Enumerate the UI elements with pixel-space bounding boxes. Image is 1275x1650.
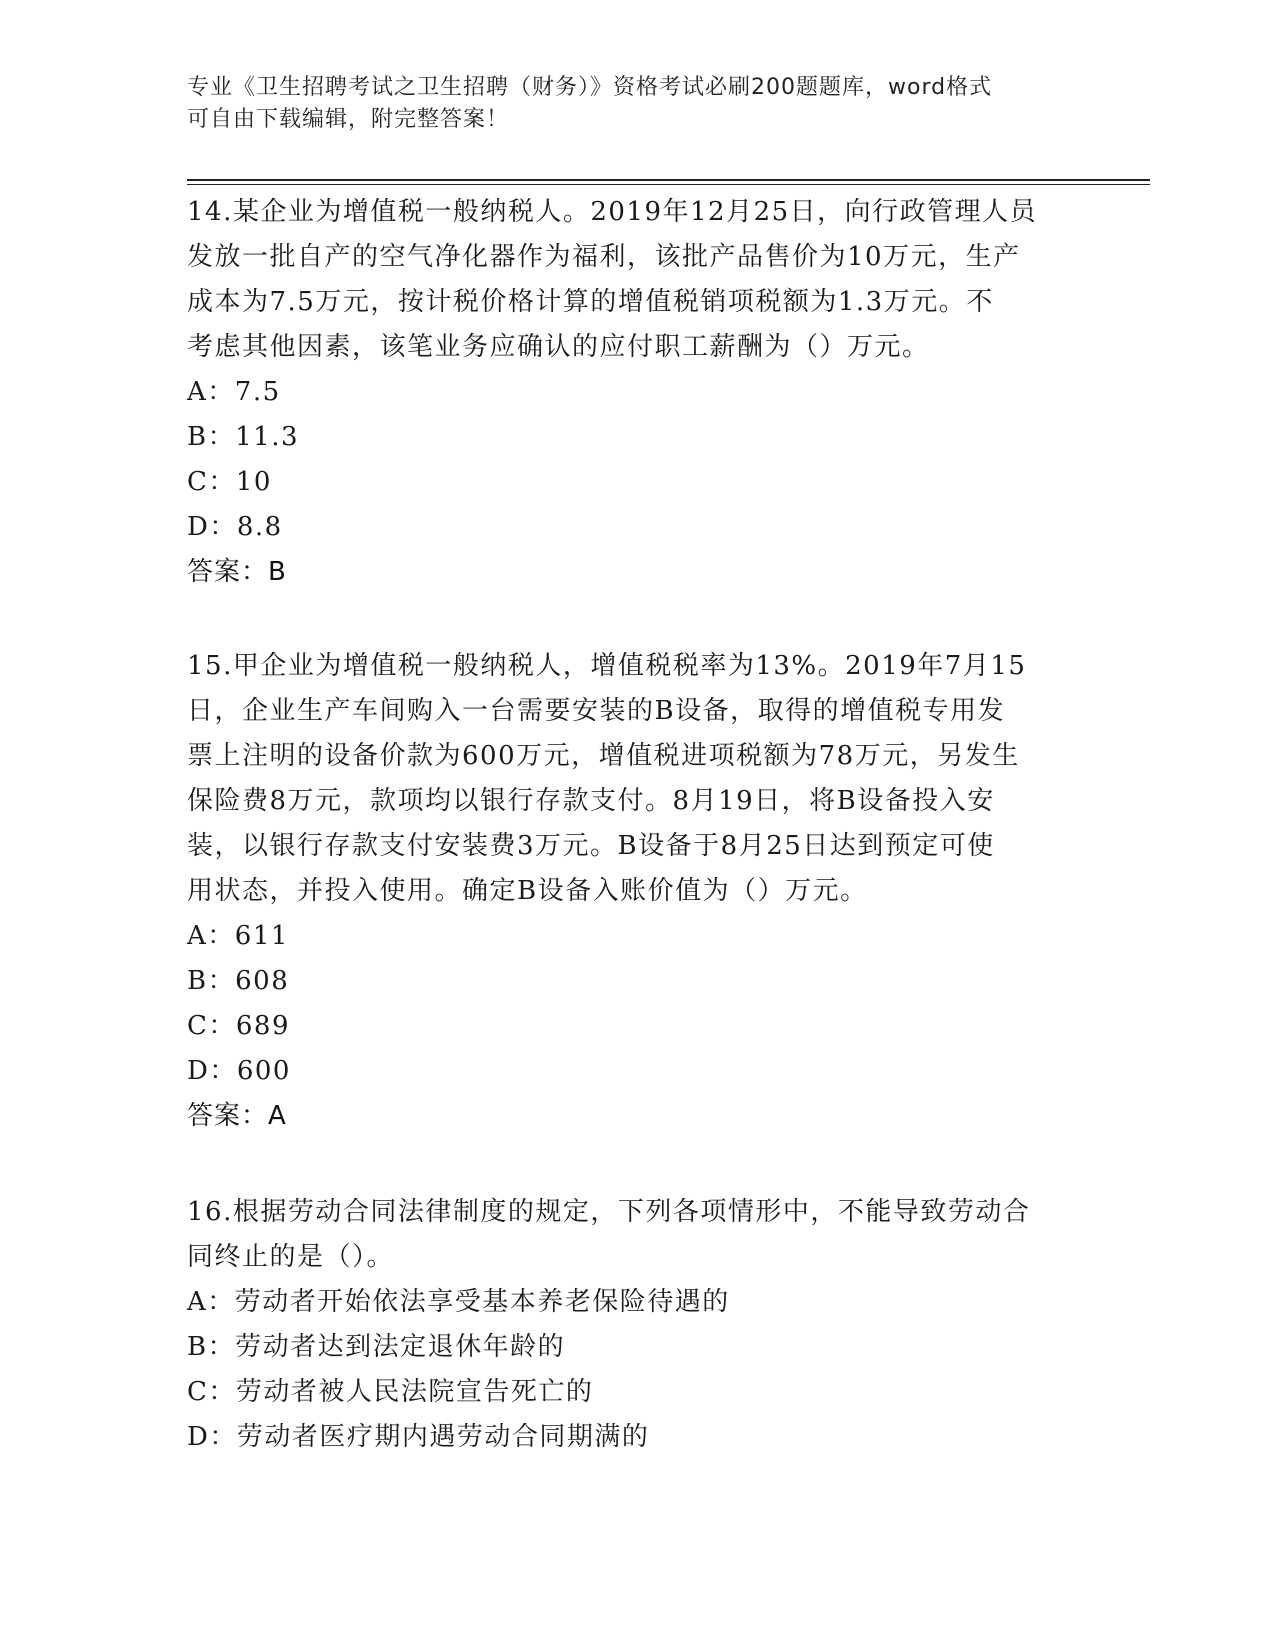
header-line-1: 专业《卫生招聘考试之卫生招聘（财务）》资格考试必刷200题题库，word格式 xyxy=(187,75,993,100)
question-14 xyxy=(187,190,1087,595)
stem-line: 同终止的是（）。 xyxy=(187,1242,395,1272)
stem-line: 用状态，并投入使用。确定B设备入账价值为（）万元。 xyxy=(187,876,868,906)
stem-line: 15.甲企业为增值税一般纳税人，增值税税率为13%。2019年7月15 xyxy=(187,651,1027,681)
stem-line: 16.根据劳动合同法律制度的规定，下列各项情形中，不能导致劳动合 xyxy=(187,1197,1031,1227)
option-c: C：劳动者被人民法院宣告死亡的 xyxy=(187,1377,594,1407)
option-d: D：劳动者医疗期内遇劳动合同期满的 xyxy=(187,1422,650,1452)
question-stem xyxy=(187,1190,1087,1280)
option-a: A：劳动者开始依法享受基本养老保险待遇的 xyxy=(187,1287,730,1317)
option-c: C：10 xyxy=(187,467,272,497)
answer-line: 答案：A xyxy=(187,1101,287,1131)
stem-line: 日，企业生产车间购入一台需要安装的B设备，取得的增值税专用发 xyxy=(187,696,1006,726)
option-b: B：608 xyxy=(187,966,290,996)
stem-line: 考虑其他因素，该笔业务应确认的应付职工薪酬为（）万元。 xyxy=(187,332,930,362)
stem-line: 装，以银行存款支付安装费3万元。B设备于8月25日达到预定可使 xyxy=(187,831,995,861)
option-b: B：劳动者达到法定退休年龄的 xyxy=(187,1332,566,1362)
question-stem xyxy=(187,644,1087,914)
header-divider-thick xyxy=(187,179,1150,181)
option-c: C：689 xyxy=(187,1011,291,1041)
header-divider-thin xyxy=(187,184,1150,185)
answer-line: 答案：B xyxy=(187,557,287,587)
stem-line: 保险费8万元，款项均以银行存款支付。8月19日，将B设备投入安 xyxy=(187,786,995,816)
stem-line: 14.某企业为增值税一般纳税人。2019年12月25日，向行政管理人员 xyxy=(187,197,1038,227)
header-line-2: 可自由下载编辑，附完整答案！ xyxy=(187,107,510,132)
question-stem xyxy=(187,190,1087,370)
option-d: D：600 xyxy=(187,1056,291,1086)
stem-line: 成本为7.5万元，按计税价格计算的增值税销项税额为1.3万元。不 xyxy=(187,287,994,317)
question-15 xyxy=(187,644,1087,1139)
option-d: D：8.8 xyxy=(187,512,283,542)
stem-line: 票上注明的设备价款为600万元，增值税进项税额为78万元，另发生 xyxy=(187,741,1020,771)
option-a: A：7.5 xyxy=(187,377,281,407)
document-header xyxy=(187,72,1087,136)
stem-line: 发放一批自产的空气净化器作为福利，该批产品售价为10万元，生产 xyxy=(187,242,1021,272)
question-16 xyxy=(187,1190,1087,1460)
option-b: B：11.3 xyxy=(187,422,299,452)
option-a: A：611 xyxy=(187,921,289,951)
